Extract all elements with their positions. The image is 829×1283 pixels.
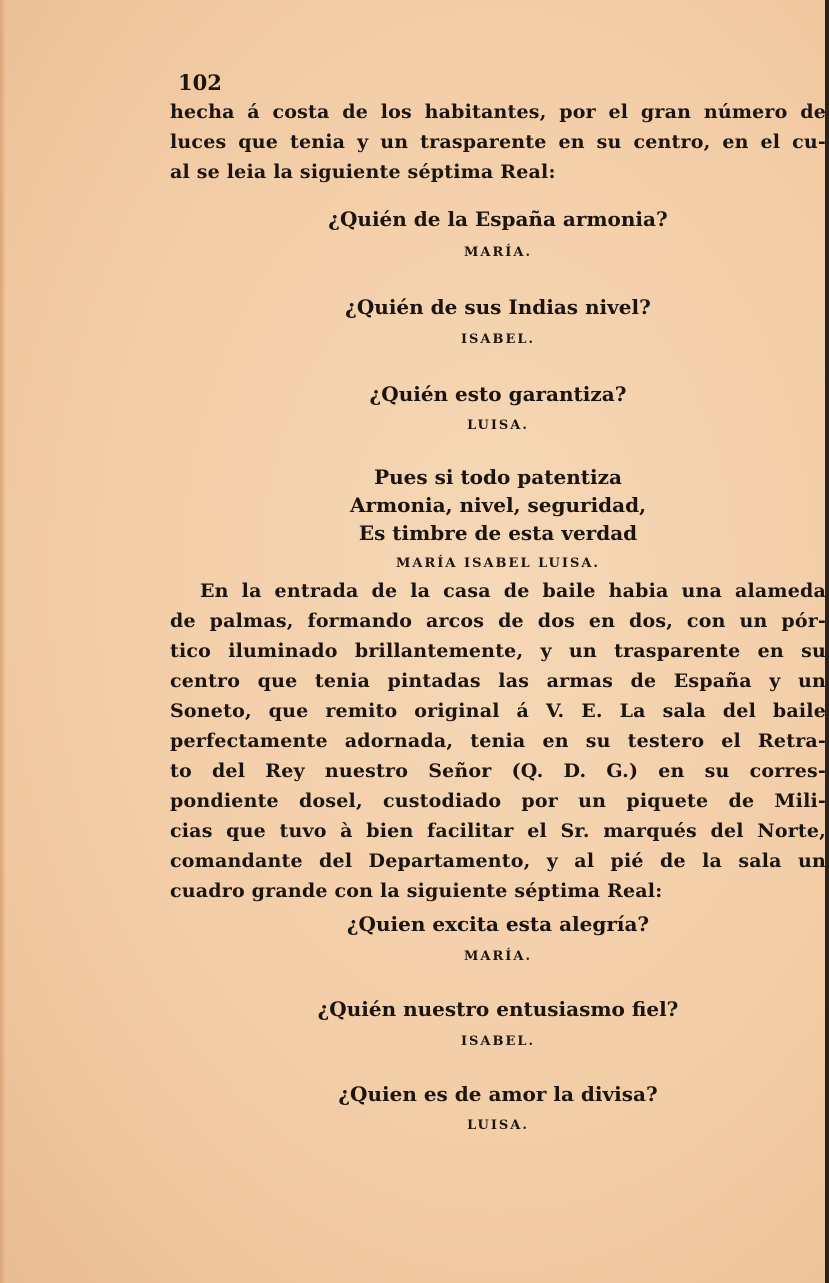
verse-name: MARÍA.	[464, 949, 532, 964]
verse-line: ¿Quién nuestro entusiasmo fiel?	[317, 997, 679, 1021]
paragraph-line: de palmas, formando arcos de dos en dos, con un pór-	[170, 610, 826, 632]
paragraph-line: En la entrada de la casa de baile habia una alameda	[200, 580, 826, 602]
page-edge-left	[0, 0, 6, 1283]
paragraph-line: tico iluminado brillantemente, y un trasparente en su	[170, 640, 826, 662]
stanza-line: Es timbre de esta verdad	[358, 521, 638, 545]
verse-name: ISABEL.	[460, 1034, 536, 1049]
verse-line: ¿Quién de la España armonia?	[328, 207, 668, 231]
stanza-line: Armonia, nivel, seguridad,	[349, 493, 647, 517]
paragraph-line: cias que tuvo à bien facilitar el Sr. marqués del Norte,	[170, 820, 826, 842]
paragraph-line: perfectamente adornada, tenia en su testero el Retra-	[170, 730, 826, 752]
paragraph-line: Soneto, que remito original á V. E. La sala del baile	[170, 700, 826, 722]
verse-line: ¿Quién de sus Indias nivel?	[345, 295, 651, 319]
verse-name: ISABEL.	[460, 332, 536, 347]
paragraph-1	[170, 97, 826, 187]
paragraph-line: comandante del Departamento, y al pié de la sala un	[170, 850, 826, 872]
paragraph-line: pondiente dosel, custodiado por un piquete de Mili-	[170, 790, 826, 812]
paragraph-line: hecha á costa de los habitantes, por el gran número de	[170, 101, 826, 123]
stanza-names: MARÍA ISABEL LUISA.	[396, 556, 600, 571]
stanza-line: Pues si todo patentiza	[374, 465, 622, 489]
verse-name: MARÍA.	[464, 245, 532, 260]
paragraph-line: centro que tenia pintadas las armas de España y un	[170, 670, 826, 692]
paragraph-line: al se leia la siguiente séptima Real:	[170, 161, 556, 183]
paragraph-line: to del Rey nuestro Señor (Q. D. G.) en su corres-	[170, 760, 826, 782]
verse-line: ¿Quién esto garantiza?	[369, 382, 627, 406]
paragraph-line: cuadro grande con la siguiente séptima Real:	[170, 880, 663, 902]
verse-line: ¿Quien excita esta alegría?	[346, 912, 650, 936]
verse-line: ¿Quien es de amor la divisa?	[338, 1082, 658, 1106]
paragraph-line: luces que tenia y un trasparente en su centro, en el cu-	[170, 131, 826, 153]
page-number: 102	[178, 70, 222, 95]
paragraph-2	[170, 576, 826, 906]
verse-name: LUISA.	[467, 418, 529, 433]
verse-name: LUISA.	[467, 1118, 529, 1133]
